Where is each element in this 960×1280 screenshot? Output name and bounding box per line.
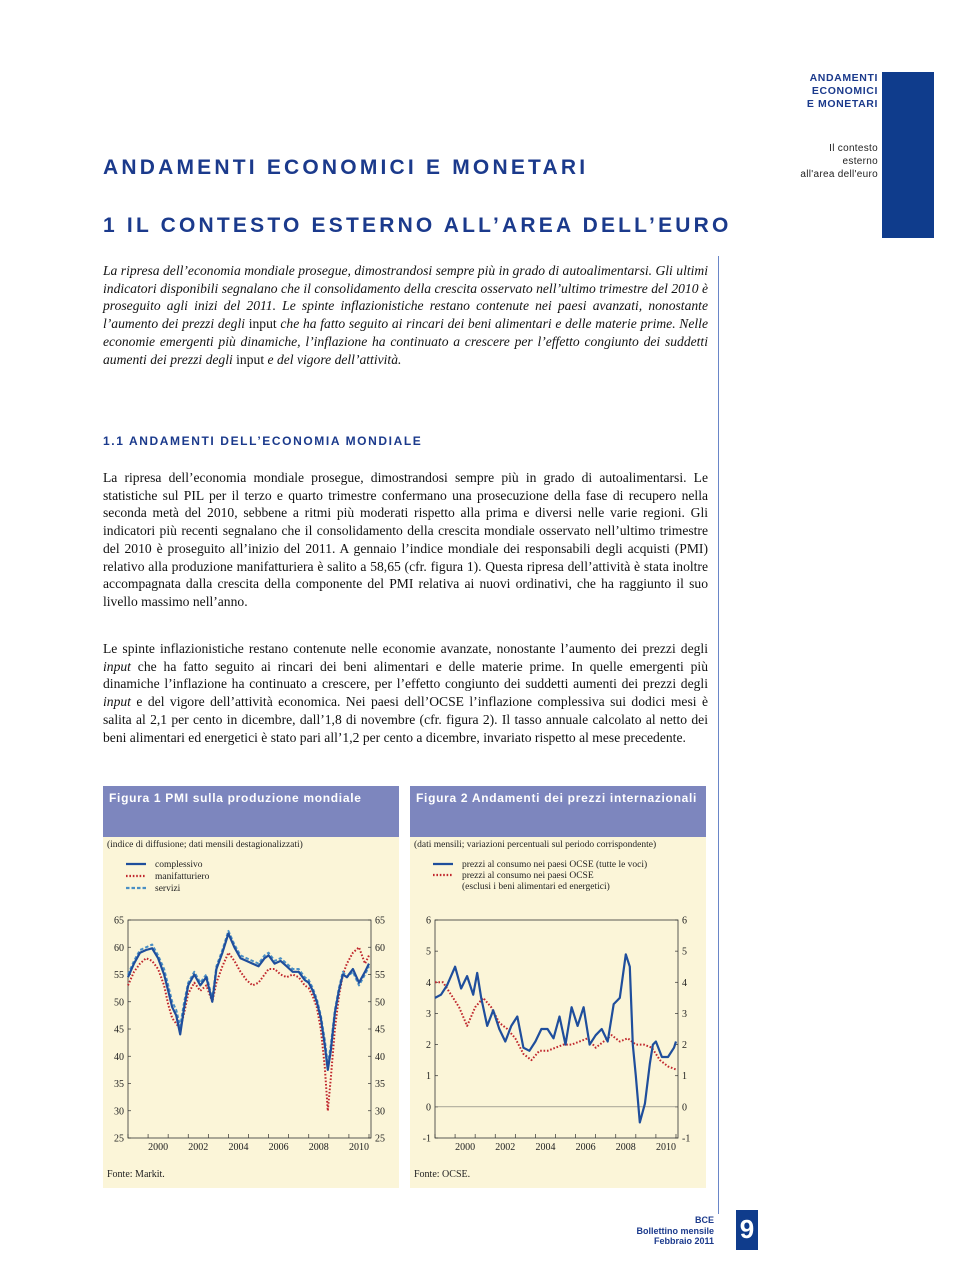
x-tick-label: 2002 — [495, 1142, 516, 1153]
legend-label: (esclusi i beni alimentari ed energetici) — [462, 882, 610, 892]
legend-label: prezzi al consumo nei paesi OCSE — [462, 871, 594, 881]
main-title: ANDAMENTI ECONOMICI E MONETARI — [103, 156, 589, 179]
series-line — [435, 982, 676, 1069]
body-paragraph-2 — [103, 640, 708, 746]
y-tick-label-left: 55 — [114, 970, 124, 981]
y-tick-label-right: 6 — [682, 915, 687, 927]
y-tick-label-left: 65 — [114, 915, 124, 927]
legend-label: prezzi al consumo nei paesi OCSE (tutte le voci) — [462, 860, 648, 870]
y-tick-label-right: 30 — [375, 1106, 385, 1118]
x-tick-label: 2006 — [575, 1142, 596, 1153]
y-tick-label-left: 45 — [114, 1024, 124, 1036]
side-tab-bar — [882, 72, 934, 238]
figure-2-subtitle: (dati mensili; variazioni percentuali sul periodo corrispondente) — [414, 840, 657, 850]
footer-publisher: BCE — [694, 1215, 714, 1225]
y-tick-label-left: 1 — [426, 1071, 431, 1083]
y-tick-label-left: 5 — [426, 946, 431, 958]
subsection-tab-label — [718, 142, 878, 181]
section-tab-line: ANDAMENTI — [809, 72, 878, 84]
y-tick-label-right: 0 — [682, 1102, 687, 1114]
x-tick-label: 2010 — [348, 1142, 369, 1153]
figure-1-chart — [103, 858, 399, 1164]
y-tick-label-left: 25 — [114, 1133, 124, 1145]
y-tick-label-right: 40 — [375, 1051, 385, 1063]
x-tick-label: 2010 — [655, 1142, 676, 1153]
figure-2-source: Fonte: OCSE. — [414, 1169, 471, 1180]
x-tick-label: 2000 — [148, 1142, 169, 1153]
y-tick-label-right: 45 — [375, 1024, 385, 1036]
y-tick-label-left: -1 — [422, 1133, 431, 1145]
legend-label: servizi — [155, 884, 181, 894]
y-tick-label-right: 3 — [682, 1008, 687, 1020]
subsection-tab-line: Il contesto — [829, 143, 878, 154]
y-tick-label-right: 50 — [375, 997, 385, 1009]
x-tick-label: 2004 — [535, 1142, 556, 1153]
abstract-paragraph — [103, 262, 708, 368]
body-paragraph-1: La ripresa dell’economia mondiale prosegue, dimostrandosi sempre più in grado di autoalimentarsi. Le statistiche sul PIL per il terzo e quarto trimestre confermano una prosecuzione della fase di recupero nella seconda metà del 2010, sebbene a ritmi più moderati rispetto alla prima e diversi nelle varie regioni. Gli indicatori più recenti segnalano che il consolidamento della crescita mondiale osservato nell’ultimo trimestre del 2010 è proseguito all’inizio del 2011. A gennaio l’indice mondiale dei responsabili degli acquisti (PMI) relativo alla produzione manifatturiera è salito a 58,65 (cfr. figura 1). Questa ripresa dell’attività è stata inoltre accompagnata dalla crescita della componente del PMI relativa ai nuovi ordinativi, che ha raggiunto il suo livello massimo nell’anno. — [103, 470, 708, 609]
body-text: Le spinte inflazionistiche restano contenute nelle economie avanzate, nonostante l’aumento dei prezzi degli — [103, 641, 708, 656]
y-tick-label-right: 5 — [682, 946, 687, 958]
figure-2-chart — [410, 858, 706, 1164]
y-tick-label-left: 2 — [426, 1040, 431, 1052]
x-tick-label: 2008 — [308, 1142, 329, 1153]
x-tick-label: 2000 — [455, 1142, 476, 1153]
figure-1-source: Fonte: Markit. — [107, 1169, 165, 1180]
y-tick-label-right: 2 — [682, 1040, 687, 1052]
body-text: che ha fatto seguito ai rincari dei beni alimentari e delle materie prime. In quelle emergenti più dinamiche l’inflazione ha continuato a crescere, per l’effetto congiunto dei suddetti aumenti dei prezzi degli — [103, 658, 708, 692]
y-tick-label-left: 3 — [426, 1008, 431, 1020]
y-tick-label-right: 1 — [682, 1071, 687, 1083]
abstract-term: input — [248, 316, 277, 332]
y-tick-label-left: 0 — [426, 1102, 431, 1114]
y-tick-label-left: 60 — [114, 942, 124, 954]
y-tick-label-right: 35 — [375, 1079, 385, 1090]
y-tick-label-right: 55 — [375, 970, 385, 981]
figure-2 — [410, 786, 706, 1188]
subsection-tab-line: esterno — [842, 156, 878, 167]
figure-2-title: Figura 2 Andamenti dei prezzi internazionali — [410, 786, 706, 837]
footer — [604, 1215, 714, 1247]
figure-1-subtitle: (indice di diffusione; dati mensili destagionalizzati) — [107, 840, 303, 850]
y-tick-label-left: 30 — [114, 1106, 124, 1118]
section-tab-label — [718, 72, 878, 111]
y-tick-label-right: 60 — [375, 942, 385, 954]
y-tick-label-left: 40 — [114, 1051, 124, 1063]
y-tick-label-left: 35 — [114, 1079, 124, 1090]
page-number: 9 — [739, 1214, 755, 1244]
abstract-term: input — [236, 351, 265, 367]
series-line — [435, 954, 676, 1122]
y-tick-label-left: 50 — [114, 997, 124, 1009]
column-rule — [718, 256, 719, 1214]
section-tab-line: ECONOMICI — [811, 85, 878, 97]
y-tick-label-right: -1 — [682, 1133, 691, 1145]
section-tab-line: E MONETARI — [806, 98, 878, 110]
footer-publication: Bollettino mensile — [636, 1225, 714, 1236]
y-tick-label-right: 25 — [375, 1133, 385, 1145]
abstract-text: e del vigore dell’attività. — [264, 351, 402, 367]
x-tick-label: 2008 — [615, 1142, 636, 1153]
legend-label: manifatturiero — [155, 872, 210, 882]
figure-1 — [103, 786, 399, 1188]
series-line — [128, 931, 369, 1065]
abstract-text: La ripresa dell’economia mondiale prosegue, dimostrandosi sempre più in grado di autoalimentarsi. Gli ultimi indicatori disponibili segnalano che il consolidamento della crescita osservato nell’ultimo trimestre del 2010 è proseguito agli inizi del 2011. Le spinte inflazionistiche restano contenute nei paesi avanzati, nonostante l’aumento dei prezzi degli — [103, 263, 708, 332]
x-tick-label: 2002 — [188, 1142, 209, 1153]
section-heading: 1.1 ANDAMENTI DELL’ECONOMIA MONDIALE — [103, 434, 423, 448]
footer-date: Febbraio 2011 — [653, 1236, 714, 1246]
y-tick-label-right: 65 — [375, 915, 385, 927]
body-text: e del vigore dell’attività economica. Nei paesi dell’OCSE l’inflazione complessiva sui dodici mesi è salita al 2,1 per cento in dicembre, dall’1,8 di novembre (cfr. figura 2). Il tasso annuale calcolato al netto dei beni alimentari ed energetici è stato pari all’1,2 per cento a dicembre, invariato rispetto al mese precedente. — [103, 694, 708, 745]
y-tick-label-left: 6 — [426, 915, 431, 927]
body-term: input — [103, 658, 131, 674]
subsection-tab-line: all'area dell'euro — [800, 169, 878, 180]
figure-1-title: Figura 1 PMI sulla produzione mondiale — [103, 786, 399, 837]
chapter-title: 1 IL CONTESTO ESTERNO ALL’AREA DELL’EURO — [103, 214, 732, 237]
legend-label: complessivo — [155, 860, 203, 870]
abstract-text: che ha fatto seguito ai rincari dei beni alimentari e delle materie prime. Nelle economie emergenti più dinamiche, l’inflazione ha continuato a crescere per l’effetto congiunto dei suddetti aumenti dei prezzi degli — [103, 316, 708, 367]
body-term: input — [103, 694, 131, 710]
x-tick-label: 2004 — [228, 1142, 249, 1153]
x-tick-label: 2006 — [268, 1142, 289, 1153]
y-tick-label-left: 4 — [426, 977, 431, 989]
y-tick-label-right: 4 — [682, 977, 687, 989]
